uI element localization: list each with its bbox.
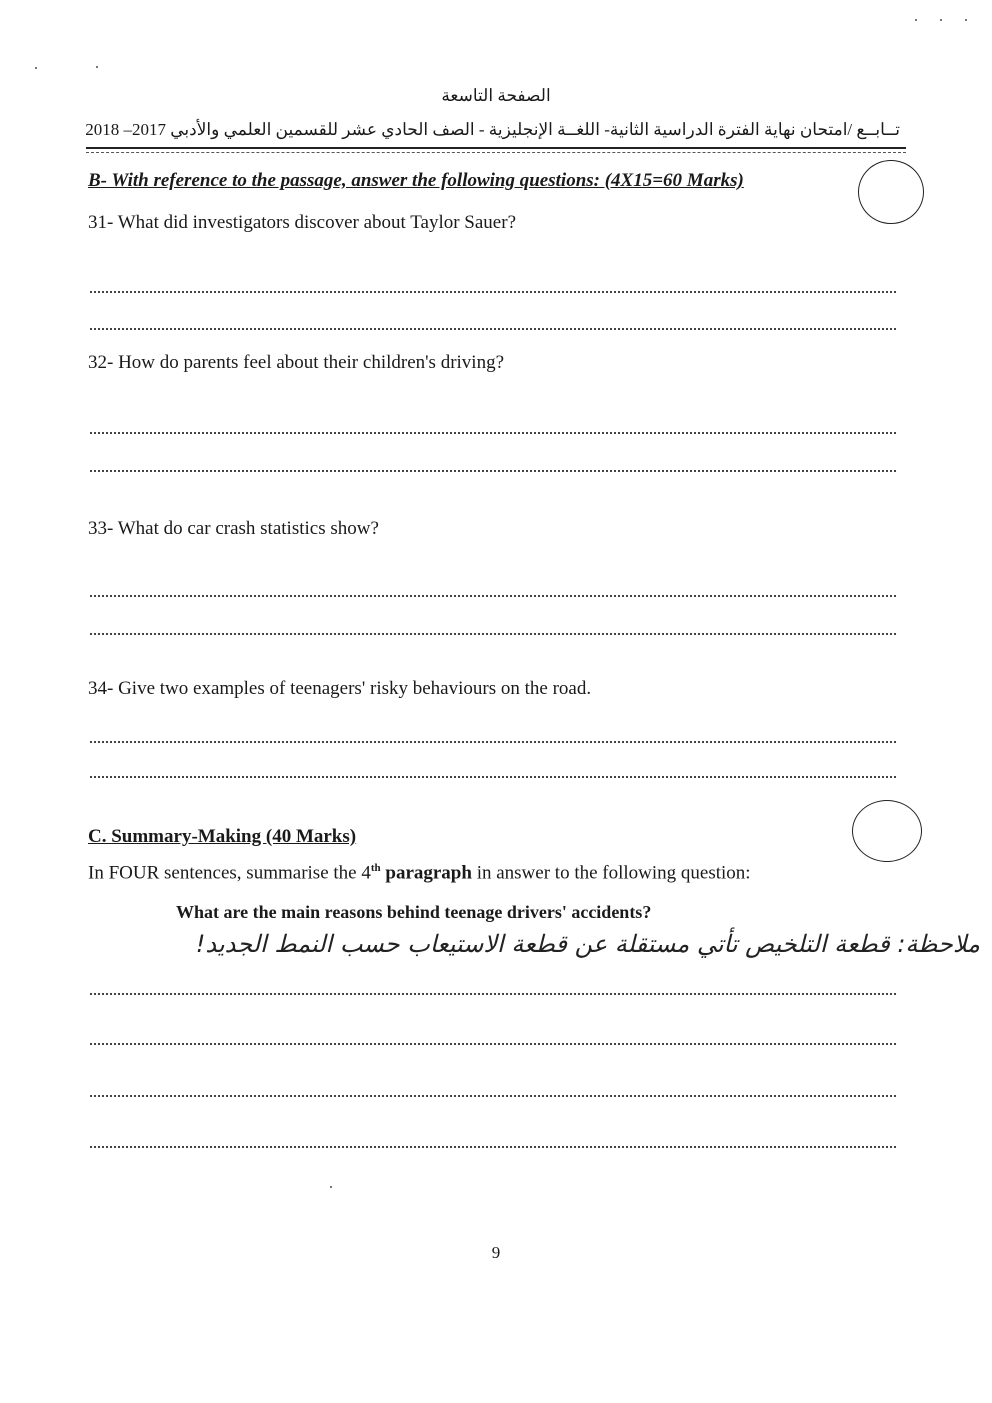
section-b-score-circle[interactable] [858, 160, 924, 224]
section-b-title: B- With reference to the passage, answer the following questions: (4X15=60 Marks) [88, 170, 744, 191]
scan-speck [965, 19, 967, 21]
section-c-score-circle[interactable] [852, 800, 922, 862]
section-c-title: C. Summary-Making (40 Marks) [88, 826, 357, 847]
question-34: 34- Give two examples of teenagers' risky behaviours on the road. [88, 678, 592, 699]
answer-line[interactable] [90, 291, 896, 293]
answer-line[interactable] [90, 470, 896, 472]
question-33: 33- What do car crash statistics show? [88, 518, 379, 539]
summary-answer-line[interactable] [90, 1095, 896, 1097]
summary-instruction [88, 862, 751, 884]
exam-header: تــابــع /امتحان نهاية الفترة الدراسية الثانية- اللغــة الإنجليزية - الصف الحادي عشر للقسمين العلمي والأدبي 2017– 2018 [85, 120, 900, 139]
instruction-superscript: th [370, 862, 381, 874]
scan-speck [330, 1186, 332, 1188]
instruction-text: In FOUR sentences, summarise the 4 [88, 862, 371, 884]
instruction-bold: paragraph [380, 862, 472, 884]
summary-answer-line[interactable] [90, 993, 896, 995]
answer-line[interactable] [90, 328, 896, 330]
answer-line[interactable] [90, 633, 896, 635]
answer-line[interactable] [90, 595, 896, 597]
summary-answer-line[interactable] [90, 1043, 896, 1045]
page-number: 9 [491, 1243, 501, 1262]
page-label: الصفحة التاسعة [441, 86, 551, 105]
header-rule [86, 147, 906, 149]
header-rule-dashed [86, 152, 906, 153]
handwritten-note: ملاحظة: قطعة التلخيص تأتي مستقلة عن قطعة الاستيعاب حسب النمط الجديد! [195, 930, 980, 958]
scan-speck [35, 67, 37, 69]
scan-speck [940, 19, 942, 21]
scan-speck [96, 66, 98, 68]
question-31: 31- What did investigators discover about Taylor Sauer? [88, 212, 517, 233]
answer-line[interactable] [90, 432, 896, 434]
summary-answer-line[interactable] [90, 1146, 896, 1148]
summary-question: What are the main reasons behind teenage drivers' accidents? [176, 902, 652, 922]
question-32: 32- How do parents feel about their children's driving? [88, 352, 505, 373]
instruction-text-end: in answer to the following question: [471, 862, 751, 884]
answer-line[interactable] [90, 776, 896, 778]
answer-line[interactable] [90, 741, 896, 743]
scan-speck [915, 19, 917, 21]
